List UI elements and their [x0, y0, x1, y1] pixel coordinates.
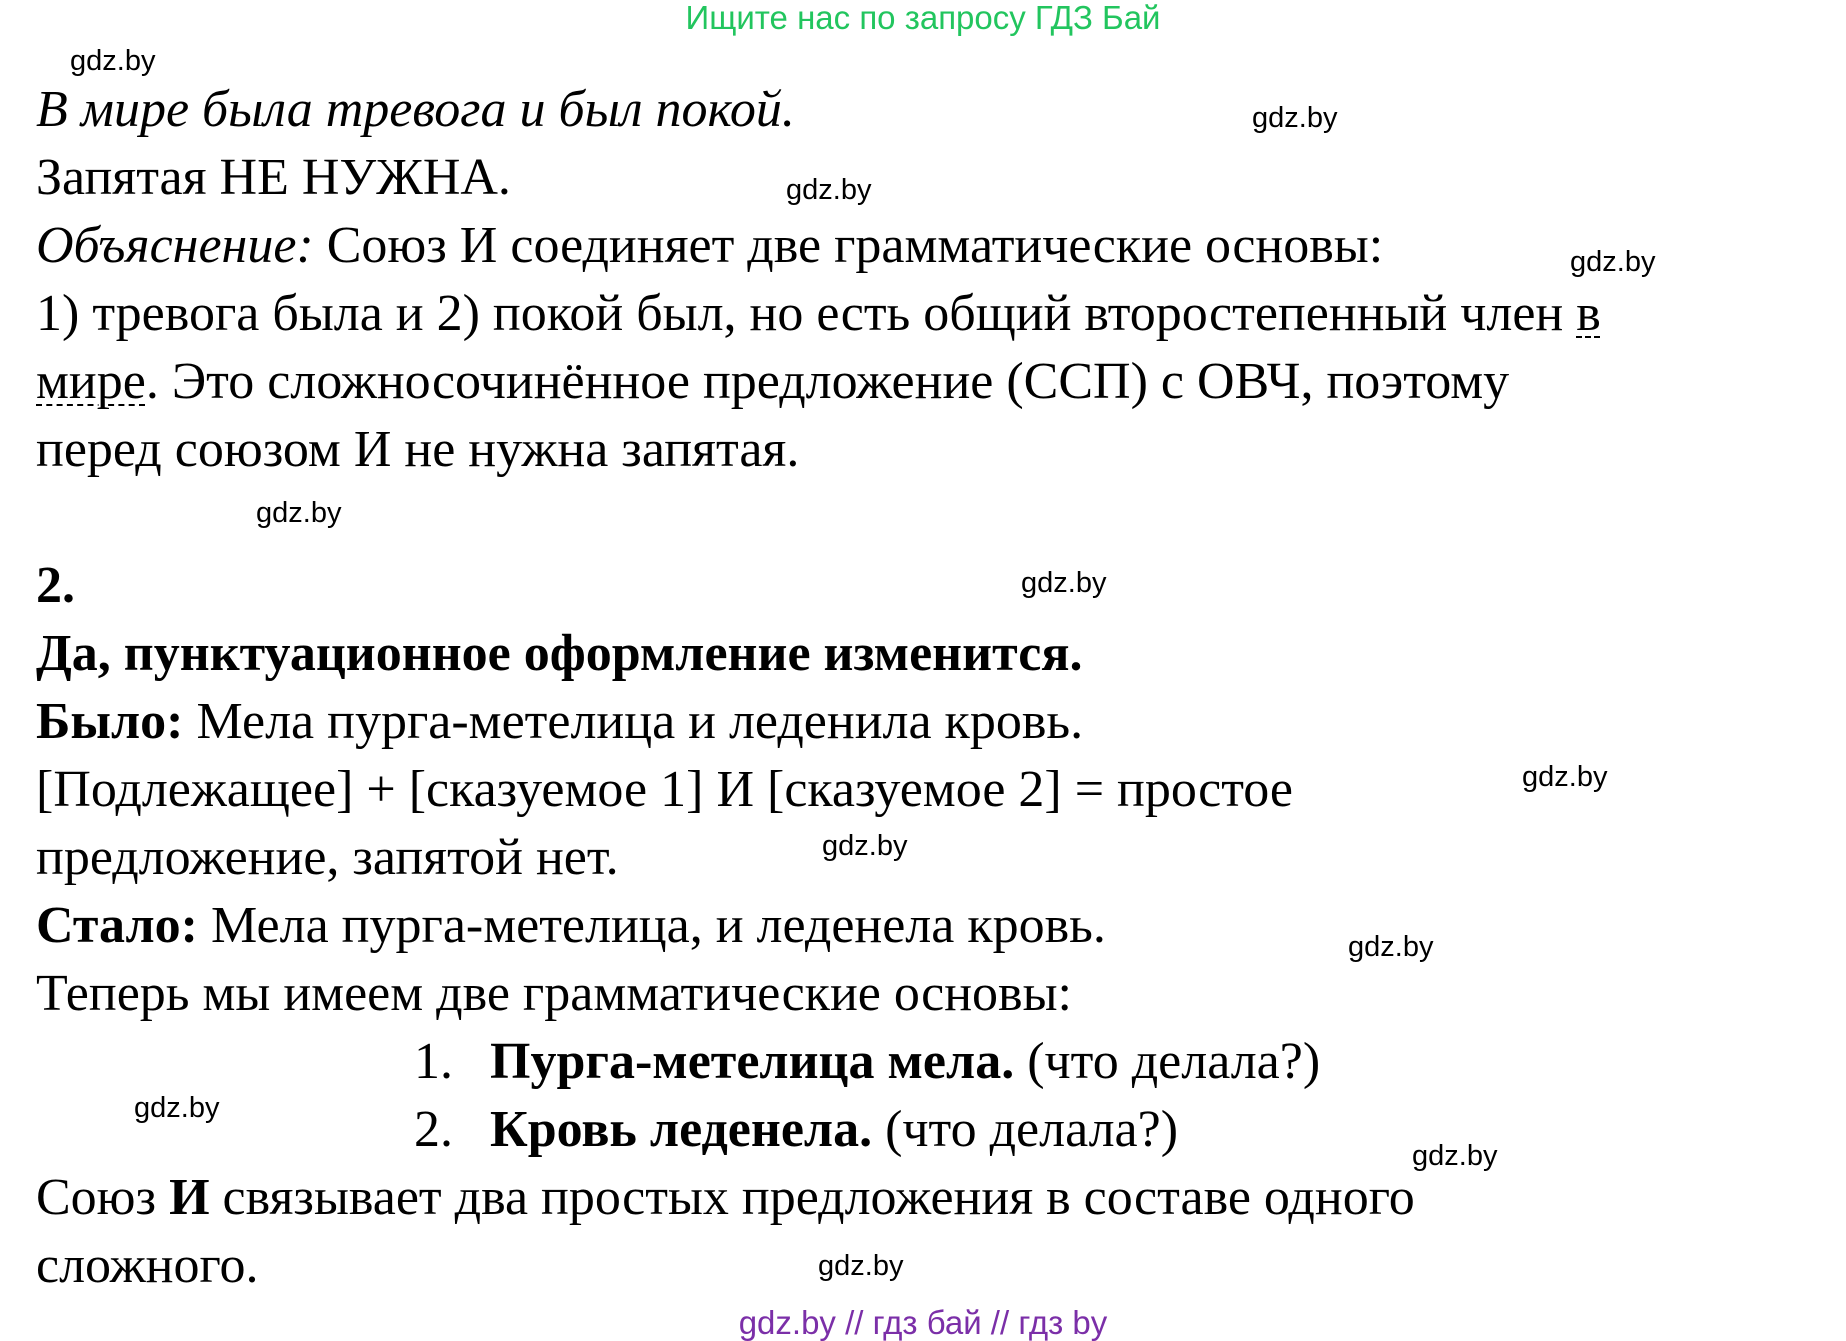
conclusion-line: сложного. — [36, 1237, 259, 1294]
watermark: gdz.by — [134, 1092, 220, 1124]
watermark: gdz.by — [1522, 761, 1608, 793]
list-item-rest: (что делала?) — [1014, 1033, 1321, 1090]
answer-heading: Да, пунктуационное оформление изменится. — [36, 625, 1083, 682]
secondary-member-underlined: мире — [36, 353, 146, 410]
was-label: Было: — [36, 693, 184, 750]
explanation-line: перед союзом И не нужна запятая. — [36, 421, 800, 478]
explanation-line — [36, 352, 1509, 412]
example-sentence: В мире была тревога и был покой. — [36, 81, 795, 138]
conclusion-line — [36, 1168, 1415, 1228]
list-item-bold: Пурга-метелица мела. — [490, 1033, 1015, 1090]
explanation-line — [36, 284, 1601, 344]
explanation-label: Объяснение: — [36, 217, 314, 274]
was-line — [36, 692, 1083, 752]
watermark: gdz.by — [1412, 1140, 1498, 1172]
was-text: Мела пурга-метелица и леденила кровь. — [183, 693, 1084, 750]
watermark: gdz.by — [1570, 246, 1656, 278]
became-text: Мела пурга-метелица, и леденела кровь. — [198, 897, 1106, 954]
watermark: gdz.by — [786, 174, 872, 206]
list-item-number: 1. — [414, 1033, 453, 1090]
search-hint-banner: Ищите нас по запросу ГДЗ Бай — [685, 0, 1161, 36]
explanation-text: 1) тревога была и 2) покой был, но есть общий второстепенный член — [36, 285, 1577, 342]
conclusion-union: И — [169, 1169, 210, 1226]
watermark: gdz.by — [1021, 567, 1107, 599]
explanation-line — [36, 216, 1383, 276]
became-label: Стало: — [36, 897, 198, 954]
watermark: gdz.by — [818, 1250, 904, 1282]
scheme-line: [Подлежащее] + [сказуемое 1] И [сказуемое 2] = простое — [36, 761, 1294, 818]
comma-verdict: Запятая НЕ НУЖНА. — [36, 149, 511, 206]
conclusion-text: связывает два простых предложения в составе одного — [209, 1169, 1415, 1226]
now-line: Теперь мы имеем две грамматические основы: — [36, 965, 1072, 1022]
list-item-rest: (что делала?) — [872, 1101, 1179, 1158]
scheme-line: предложение, запятой нет. — [36, 829, 619, 886]
became-line — [36, 896, 1106, 956]
secondary-member-underlined: в — [1576, 285, 1601, 342]
footer-links-banner: gdz.by // гдз бай // гдз by — [738, 1304, 1108, 1341]
explanation-text: . Это сложносочинённое предложение (ССП) с ОВЧ, поэтому — [145, 353, 1510, 410]
watermark: gdz.by — [256, 497, 342, 529]
watermark: gdz.by — [1348, 931, 1434, 963]
watermark: gdz.by — [1252, 102, 1338, 134]
list-item-bold: Кровь леденела. — [490, 1101, 873, 1158]
conclusion-text: Союз — [36, 1169, 170, 1226]
list-item — [414, 1100, 1178, 1160]
list-item-number: 2. — [414, 1101, 453, 1158]
explanation-text: Союз И соединяет две грамматические основы: — [313, 217, 1384, 274]
watermark: gdz.by — [822, 830, 908, 862]
watermark: gdz.by — [70, 45, 156, 77]
list-item — [414, 1032, 1320, 1092]
task-number: 2. — [36, 557, 75, 614]
